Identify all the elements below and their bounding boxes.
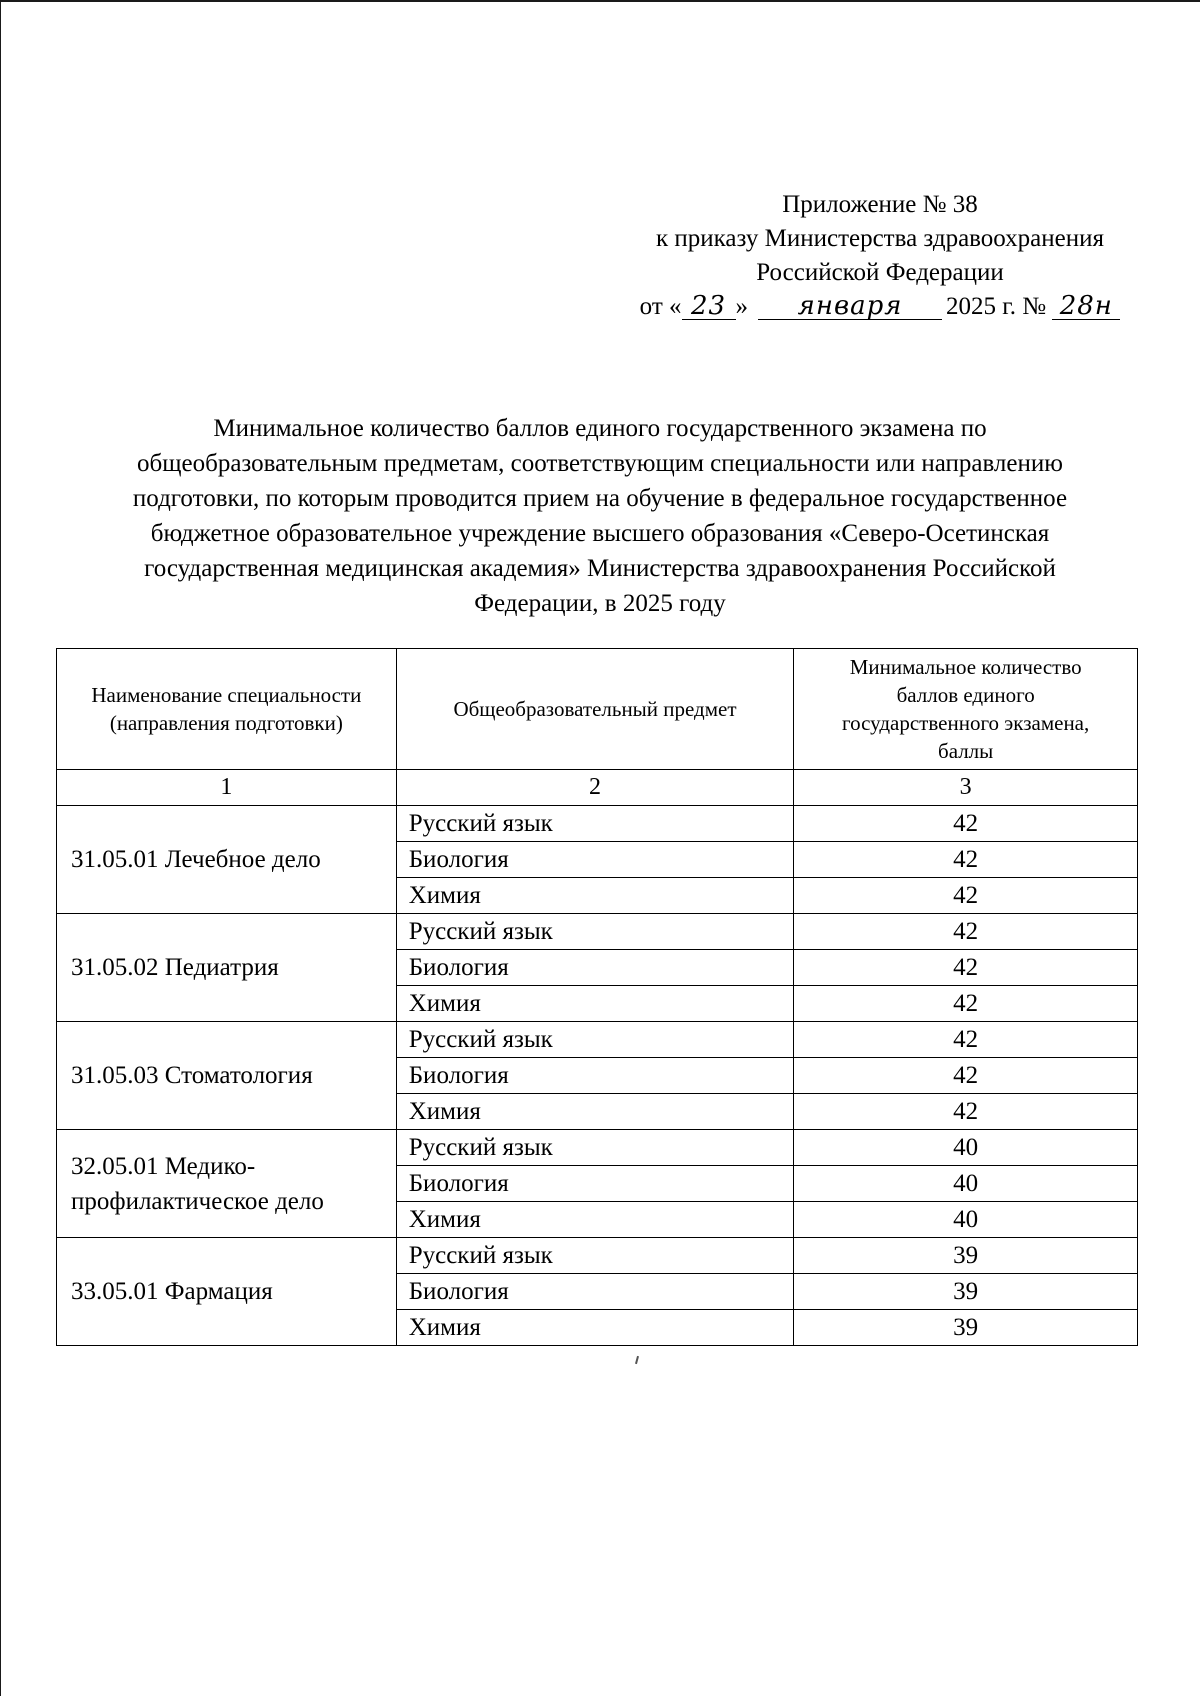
specialty-cell: 31.05.02 Педиатрия [57, 914, 397, 1022]
subject-cell: Биология [396, 842, 794, 878]
handwritten-order-number: 28н [1052, 293, 1120, 320]
order-date-line [600, 290, 1160, 324]
score-cell: 40 [794, 1166, 1138, 1202]
column-number-row [57, 770, 1138, 806]
score-cell: 42 [794, 1094, 1138, 1130]
subject-cell: Русский язык [396, 806, 794, 842]
date-close-quote: » [735, 293, 749, 320]
subject-cell: Биология [396, 1058, 794, 1094]
subject-cell: Русский язык [396, 1238, 794, 1274]
table-row [57, 1022, 1138, 1058]
score-cell: 40 [794, 1130, 1138, 1166]
table-row [57, 806, 1138, 842]
header-subject: Общеобразовательный предмет [396, 649, 794, 770]
header-specialty: Наименование специальности (направления подготовки) [57, 649, 397, 770]
table-body [57, 806, 1138, 1346]
document-title [60, 411, 1140, 621]
score-cell: 42 [794, 1022, 1138, 1058]
score-cell: 42 [794, 914, 1138, 950]
subject-cell: Химия [396, 1202, 794, 1238]
handwritten-month: января [758, 293, 942, 320]
score-cell: 39 [794, 1274, 1138, 1310]
column-number-3: 3 [794, 770, 1138, 806]
scan-speck [635, 1356, 639, 1364]
score-cell: 39 [794, 1310, 1138, 1346]
subject-cell: Химия [396, 1094, 794, 1130]
appendix-reference [600, 188, 1160, 324]
appendix-country: Российской Федерации [756, 259, 1004, 286]
title-line: Федерации, в 2025 году [474, 590, 726, 617]
handwritten-day: 23 [682, 293, 736, 320]
score-cell: 42 [794, 878, 1138, 914]
order-year: 2025 г. № [946, 293, 1047, 320]
header-min-score: Минимальное количество баллов единого государственного экзамена, баллы [794, 649, 1138, 770]
subject-cell: Химия [396, 1310, 794, 1346]
subject-cell: Русский язык [396, 1022, 794, 1058]
appendix-order-ref: к приказу Министерства здравоохранения [655, 225, 1105, 252]
subject-cell: Биология [396, 950, 794, 986]
specialty-cell: 32.05.01 Медико-профилактическое дело [57, 1130, 397, 1238]
score-cell: 42 [794, 950, 1138, 986]
subject-cell: Химия [396, 878, 794, 914]
subject-cell: Русский язык [396, 914, 794, 950]
title-line: государственная медицинская академия» Министерства здравоохранения Российской [144, 555, 1056, 582]
specialty-cell: 33.05.01 Фармация [57, 1238, 397, 1346]
score-cell: 42 [794, 806, 1138, 842]
title-line: общеобразовательным предметам, соответствующим специальности или направлению [137, 450, 1063, 477]
title-line: Минимальное количество баллов единого государственного экзамена по [213, 415, 987, 442]
score-cell: 42 [794, 986, 1138, 1022]
table-row [57, 1238, 1138, 1274]
title-line: подготовки, по которым проводится прием на обучение в федеральное государственное [132, 485, 1068, 512]
appendix-number: Приложение № 38 [782, 191, 978, 218]
subject-cell: Биология [396, 1166, 794, 1202]
specialty-cell: 31.05.03 Стоматология [57, 1022, 397, 1130]
subject-cell: Химия [396, 986, 794, 1022]
score-cell: 42 [794, 842, 1138, 878]
column-number-2: 2 [396, 770, 794, 806]
subject-cell: Биология [396, 1274, 794, 1310]
score-cell: 40 [794, 1202, 1138, 1238]
scan-edge-top [0, 0, 1200, 2]
table-row [57, 1130, 1138, 1166]
scores-table [56, 648, 1138, 1346]
column-number-1: 1 [57, 770, 397, 806]
score-cell: 42 [794, 1058, 1138, 1094]
table-row [57, 914, 1138, 950]
title-line: бюджетное образовательное учреждение высшего образования «Северо-Осетинская [150, 520, 1050, 547]
date-prefix: от « [639, 293, 682, 320]
specialty-cell: 31.05.01 Лечебное дело [57, 806, 397, 914]
table-header-row [57, 649, 1138, 770]
score-cell: 39 [794, 1238, 1138, 1274]
subject-cell: Русский язык [396, 1130, 794, 1166]
scan-edge-left [0, 0, 1, 1696]
